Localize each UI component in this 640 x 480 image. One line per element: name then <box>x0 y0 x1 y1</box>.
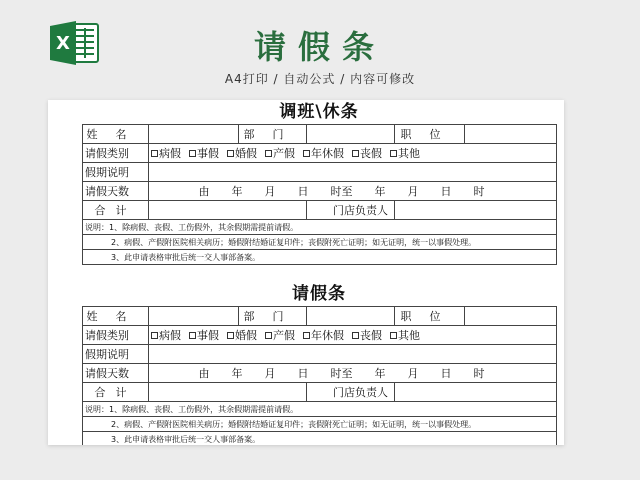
form-title: 请假条 <box>292 284 346 304</box>
note-2: 2、病假、产假附医院相关病历；婚假附结婚证复印件；丧假附死亡证明；如无证明，统一以事假处理。 <box>83 417 557 432</box>
dept-label: 部门 <box>239 307 307 326</box>
checkbox[interactable] <box>189 150 196 157</box>
table-row <box>83 125 557 144</box>
checkbox[interactable] <box>352 150 359 157</box>
leave-form-1 <box>82 100 556 265</box>
table-row <box>83 307 557 326</box>
checkbox[interactable] <box>265 332 272 339</box>
leave-type-option[interactable]: 其他 <box>390 145 420 161</box>
date-range[interactable]: 由 年 月 日 时至 年 月 日 时 <box>149 182 557 201</box>
table-row <box>83 383 557 402</box>
dept-label: 部门 <box>239 125 307 144</box>
leave-type-option[interactable]: 其他 <box>390 327 420 343</box>
table-row <box>83 402 557 417</box>
form-table <box>82 124 557 265</box>
form-title: 调班\休条 <box>279 102 359 122</box>
total-cell[interactable] <box>149 383 307 402</box>
table-row <box>83 364 557 383</box>
reason-cell[interactable] <box>149 163 557 182</box>
checkbox[interactable] <box>151 150 158 157</box>
position-cell[interactable] <box>465 307 557 326</box>
table-row <box>83 201 557 220</box>
form-table <box>82 306 557 445</box>
checkbox[interactable] <box>303 332 310 339</box>
checkbox[interactable] <box>151 332 158 339</box>
leave-type-option[interactable]: 丧假 <box>352 145 382 161</box>
position-label: 职位 <box>395 125 465 144</box>
leave-type-option[interactable]: 病假 <box>151 145 181 161</box>
leave-type-option[interactable]: 丧假 <box>352 327 382 343</box>
table-row <box>83 220 557 235</box>
leave-type-option[interactable]: 事假 <box>189 327 219 343</box>
leave-type-option[interactable]: 婚假 <box>227 327 257 343</box>
table-row <box>83 144 557 163</box>
table-row <box>83 345 557 364</box>
leave-type-option[interactable]: 产假 <box>265 327 295 343</box>
total-cell[interactable] <box>149 201 307 220</box>
manager-cell[interactable] <box>395 383 557 402</box>
leave-type-option[interactable]: 事假 <box>189 145 219 161</box>
dept-cell[interactable] <box>307 125 395 144</box>
total-label: 合计 <box>83 201 149 220</box>
page-title: 请假条 <box>253 28 386 66</box>
reason-label: 假期说明 <box>83 163 149 182</box>
name-label: 姓名 <box>83 125 149 144</box>
dept-cell[interactable] <box>307 307 395 326</box>
checkbox[interactable] <box>189 332 196 339</box>
spreadsheet-preview <box>48 100 564 445</box>
checkbox[interactable] <box>390 332 397 339</box>
manager-cell[interactable] <box>395 201 557 220</box>
checkbox[interactable] <box>265 150 272 157</box>
days-label: 请假天数 <box>83 182 149 201</box>
table-row <box>83 235 557 250</box>
page-subtitle: A4打印 / 自动公式 / 内容可修改 <box>224 72 416 86</box>
note-3: 3、此申请表格审批后统一交人事部备案。 <box>83 432 557 446</box>
note-1: 说明：1、除病假、丧假、工伤假外，其余假期需提前请假。 <box>83 220 557 235</box>
total-label: 合计 <box>83 383 149 402</box>
note-3: 3、此申请表格审批后统一交人事部备案。 <box>83 250 557 265</box>
checkbox[interactable] <box>390 150 397 157</box>
leave-type-option[interactable]: 年休假 <box>303 327 344 343</box>
table-row <box>83 182 557 201</box>
name-cell[interactable] <box>149 125 239 144</box>
name-cell[interactable] <box>149 307 239 326</box>
table-row <box>83 432 557 446</box>
table-row <box>83 326 557 345</box>
leave-type-label: 请假类别 <box>83 326 149 345</box>
manager-label: 门店负责人 <box>307 201 395 220</box>
note-1: 说明：1、除病假、丧假、工伤假外，其余假期需提前请假。 <box>83 402 557 417</box>
days-label: 请假天数 <box>83 364 149 383</box>
position-cell[interactable] <box>465 125 557 144</box>
leave-type-option[interactable]: 年休假 <box>303 145 344 161</box>
leave-type-options <box>149 144 557 163</box>
leave-type-option[interactable]: 产假 <box>265 145 295 161</box>
position-label: 职位 <box>395 307 465 326</box>
date-range[interactable]: 由 年 月 日 时至 年 月 日 时 <box>149 364 557 383</box>
checkbox[interactable] <box>227 150 234 157</box>
note-2: 2、病假、产假附医院相关病历；婚假附结婚证复印件；丧假附死亡证明；如无证明，统一以事假处理。 <box>83 235 557 250</box>
manager-label: 门店负责人 <box>307 383 395 402</box>
reason-label: 假期说明 <box>83 345 149 364</box>
table-row <box>83 417 557 432</box>
checkbox[interactable] <box>303 150 310 157</box>
table-row <box>83 250 557 265</box>
reason-cell[interactable] <box>149 345 557 364</box>
leave-type-option[interactable]: 病假 <box>151 327 181 343</box>
checkbox[interactable] <box>352 332 359 339</box>
leave-type-label: 请假类别 <box>83 144 149 163</box>
leave-form-2 <box>82 282 556 445</box>
name-label: 姓名 <box>83 307 149 326</box>
leave-type-option[interactable]: 婚假 <box>227 145 257 161</box>
table-row <box>83 163 557 182</box>
checkbox[interactable] <box>227 332 234 339</box>
leave-type-options <box>149 326 557 345</box>
logo-letter: X <box>56 33 70 54</box>
